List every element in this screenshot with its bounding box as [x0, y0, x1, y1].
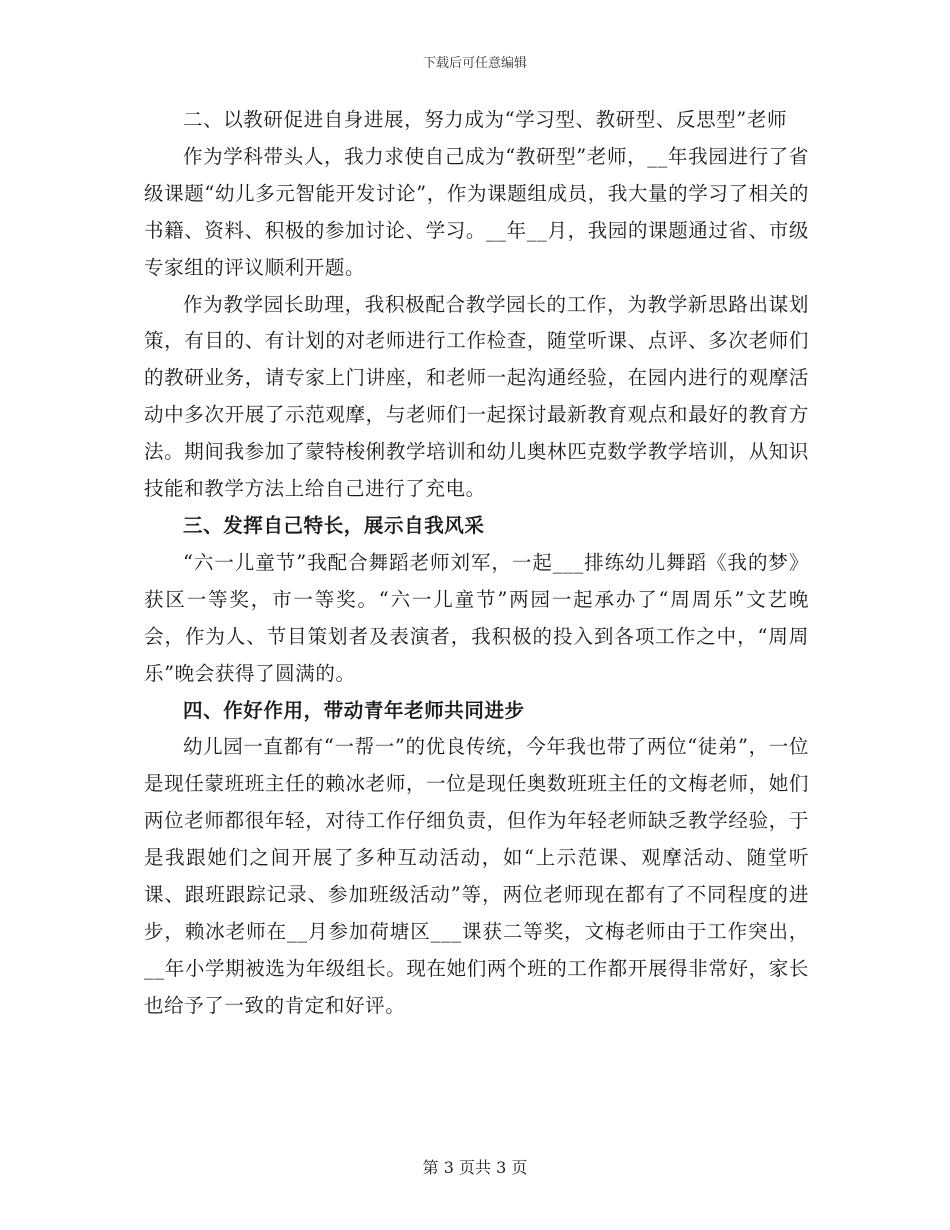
section-heading-2: 二、以教研促进自身进展，努力成为“学习型、教研型、反思型”老师	[183, 108, 788, 131]
body-paragraph: 作为学科带头人，我力求使自己成为“教研型”老师，__年我园进行了省级课题“幼儿多元智能开发讨论”，作为课题组成员，我大量的学习了相关的书籍、资料、积极的参加讨论、学习。__年__月，我园的课题通过省、市级专家组的评议顺利开题。	[144, 144, 809, 279]
page-footer: 第 3 页共 3 页	[422, 1158, 528, 1177]
document-body	[144, 102, 809, 1025]
body-paragraph: “六一儿童节”我配合舞蹈老师刘军，一起___排练幼儿舞蹈《我的梦》获区一等奖，市一等奖。“六一儿童节”两园一起承办了“周周乐”文艺晚会，作为人、节目策划者及表演者，我积极的投入到各项工作之中，“周周乐”晚会获得了圆满的。	[144, 550, 809, 685]
section-heading-4: 四、作好作用，带动青年老师共同进步	[183, 698, 525, 722]
section-heading-3: 三、发挥自己特长，展示自我风采	[183, 513, 485, 537]
body-paragraph: 作为教学园长助理，我积极配合教学园长的工作，为教学新思路出谋划策，有目的、有计划的对老师进行工作检查，随堂听课、点评、多次老师们的教研业务，请专家上门讲座，和老师一起沟通经验，在园内进行的观摩活动中多次开展了示范观摩，与老师们一起探讨最新教育观点和最好的教育方法。期间我参加了蒙特梭俐教学培训和幼儿奥林匹克数学教学培训，从知识技能和教学方法上给自己进行了充电。	[144, 292, 809, 501]
body-paragraph: 幼儿园一直都有“一帮一”的优良传统，今年我也带了两位“徒弟”，一位是现任蒙班班主任的赖冰老师，一位是现任奥数班班主任的文梅老师，她们两位老师都很年轻，对待工作仔细负责，但作为年轻老师缺乏教学经验，于是我跟她们之间开展了多种互动活动，如“上示范课、观摩活动、随堂听课、跟班跟踪记录、参加班级活动”等，两位老师现在都有了不同程度的进步，赖冰老师在__月参加荷塘区___课获二等奖，文梅老师由于工作突出，__年小学期被选为年级组长。现在她们两个班的工作都开展得非常好，家长也给予了一致的肯定和好评。	[144, 735, 809, 1017]
page-header: 下载后可任意编辑	[422, 56, 527, 71]
